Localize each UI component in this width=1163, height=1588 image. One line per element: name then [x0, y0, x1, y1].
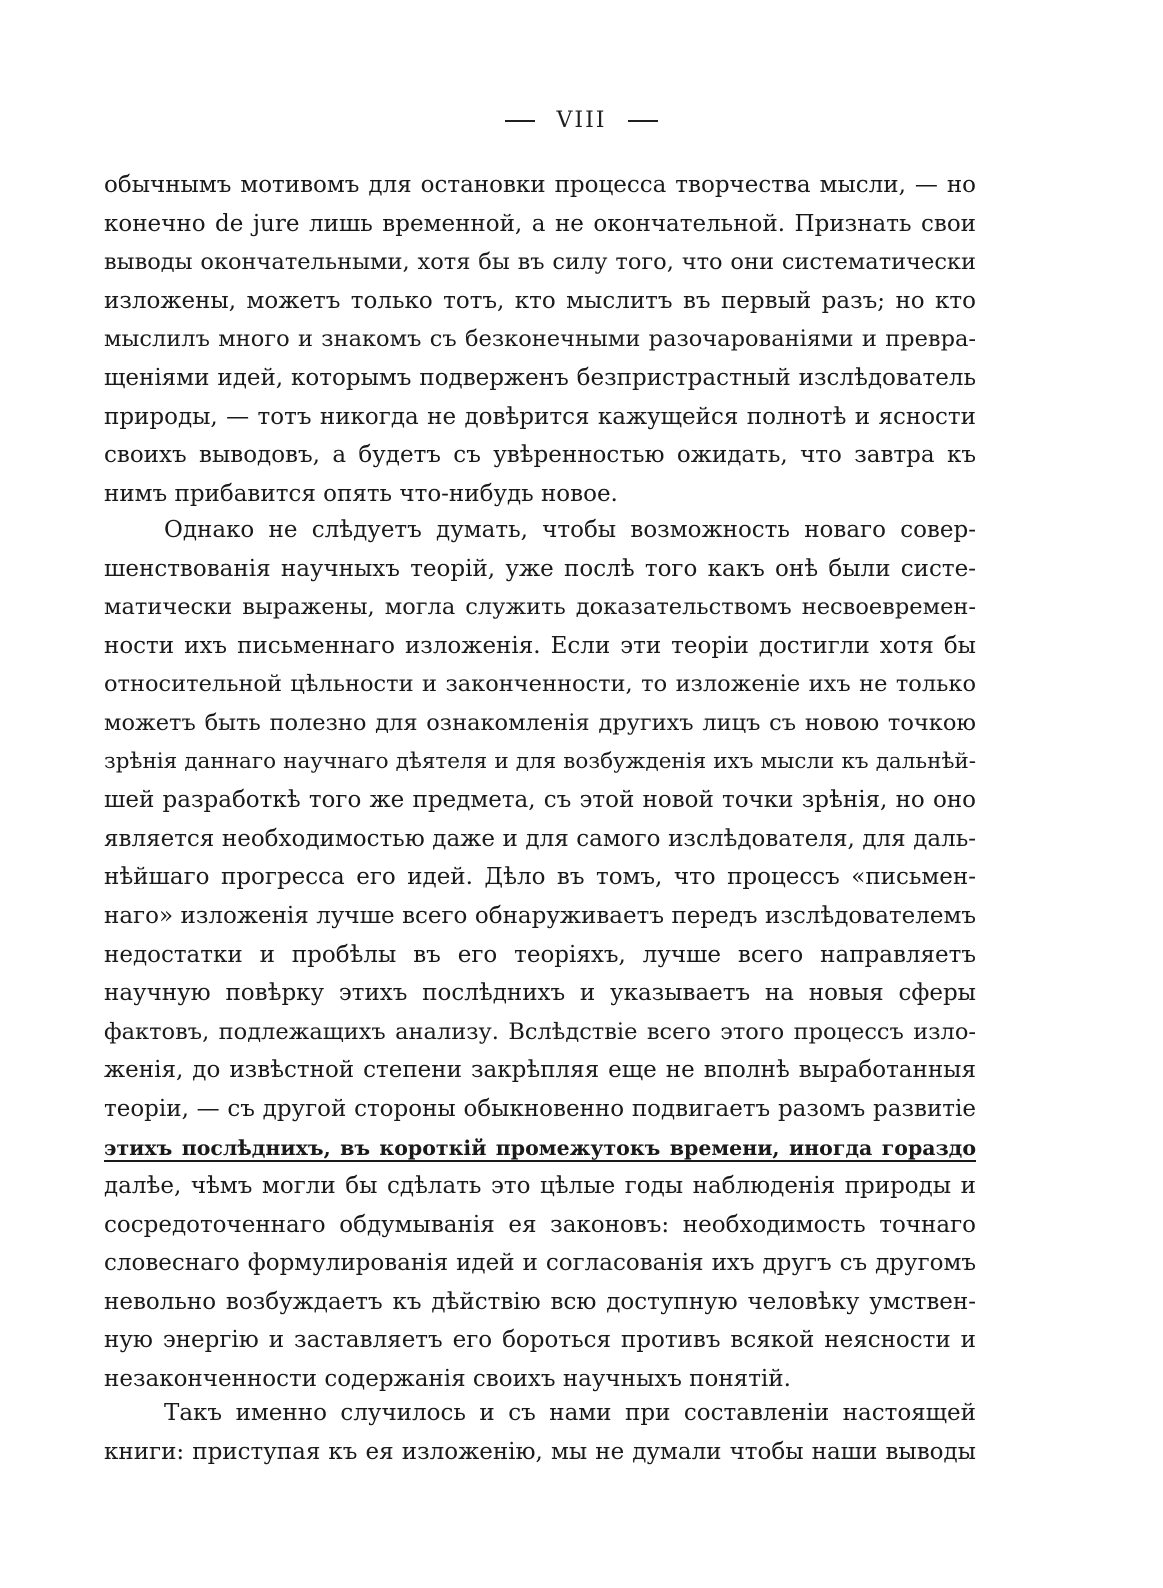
text-line: обычнымъ мотивомъ для остановки процесса творчества мысли, — но [104, 172, 976, 198]
paragraph-2 [104, 511, 976, 1399]
text-line: можетъ быть полезно для ознакомленія другихъ лицъ съ новою точкою [104, 709, 976, 736]
text-line: ности ихъ письменнаго изложенія. Если эти теоріи достигли хотя бы [104, 632, 976, 659]
text-line: сосредоточеннаго обдумыванія ея законовъ: необходимость точнаго [104, 1211, 976, 1238]
text-line: шей разработкѣ того же предмета, съ этой новой точки зрѣнія, но оно [104, 787, 976, 814]
text-line: зрѣнія даннаго научнаго дѣятеля и для возбужденія ихъ мысли къ дальнѣй- [104, 748, 976, 774]
text-line: своихъ выводовъ, а будетъ съ увѣренностью ожидать, что завтра къ [104, 442, 976, 469]
paragraph-3 [104, 1394, 976, 1471]
text-line: книги: приступая къ ея изложенію, мы не думали чтобы наши выводы [104, 1438, 976, 1465]
text-line: мыслилъ много и знакомъ съ безконечными разочарованіями и превра- [104, 326, 976, 353]
text-line: конечно de jure лишь временной, а не окончательной. Признать свои [104, 210, 976, 237]
text-line: шенствованія научныхъ теорій, уже послѣ того какъ онѣ были систе- [104, 555, 976, 582]
header-dash-right [628, 120, 658, 122]
text-line: нѣйшаго прогресса его идей. Дѣло въ томъ, что процессъ «письмен- [104, 864, 976, 891]
text-line: Такъ именно случилось и съ нами при составленіи настоящей [164, 1400, 976, 1426]
text-line: теоріи, — съ другой стороны обыкновенно подвигаетъ разомъ развитіе [104, 1095, 976, 1122]
text-line: наго» изложенія лучше всего обнаруживаетъ передъ изслѣдователемъ [104, 902, 976, 929]
text-line: относительной цѣльности и законченности, то изложеніе ихъ не только [104, 671, 976, 698]
text-line: научную повѣрку этихъ послѣднихъ и указываетъ на новыя сферы [104, 980, 976, 1007]
text-line: природы, — тотъ никогда не довѣрится кажущейся полнотѣ и ясности [104, 403, 976, 430]
text-line: далѣе, чѣмъ могли бы сдѣлать это цѣлые годы наблюденія природы и [104, 1173, 976, 1200]
text-line: фактовъ, подлежащихъ анализу. Вслѣдствіе всего этого процессъ изло- [104, 1018, 976, 1045]
text-line: ную энергію и заставляетъ его бороться противъ всякой неясности и [104, 1327, 976, 1354]
text-line: является необходимостью даже и для самого изслѣдователя, для даль- [104, 825, 976, 852]
text-line: Однако не слѣдуетъ думать, чтобы возможность новаго совер- [164, 517, 976, 543]
text-line: выводы окончательными, хотя бы въ силу того, что они систематически [104, 249, 976, 276]
page-number: VIII [556, 108, 607, 133]
text-line: женія, до извѣстной степени закрѣпляя еще не вполнѣ выработанныя [104, 1057, 976, 1084]
text-line: матически выражены, могла служить доказательствомъ несвоевремен- [104, 594, 976, 621]
text-line: недостатки и пробѣлы въ его теоріяхъ, лучше всего направляетъ [104, 941, 976, 968]
page-header [0, 108, 1163, 133]
text-line: нимъ прибавится опять что-нибудь новое. [104, 480, 618, 507]
text-line: щеніями идей, которымъ подверженъ безпристрастный изслѣдователь [104, 364, 976, 391]
header-dash-left [505, 120, 535, 122]
text-line: изложены, можетъ только тотъ, кто мыслитъ въ первый разъ; но кто [104, 287, 976, 314]
text-line: невольно возбуждаетъ къ дѣйствію всю доступную человѣку умствен- [104, 1288, 976, 1315]
paragraph-1 [104, 166, 976, 513]
text-line: незаконченности содержанія своихъ научныхъ понятій. [104, 1366, 791, 1393]
text-line: словеснаго формулированія идей и согласованія ихъ другъ съ другомъ [104, 1250, 976, 1277]
text-line-underlined: этихъ послѣднихъ, въ короткій промежутокъ времени, иногда гораздо [104, 1135, 976, 1160]
